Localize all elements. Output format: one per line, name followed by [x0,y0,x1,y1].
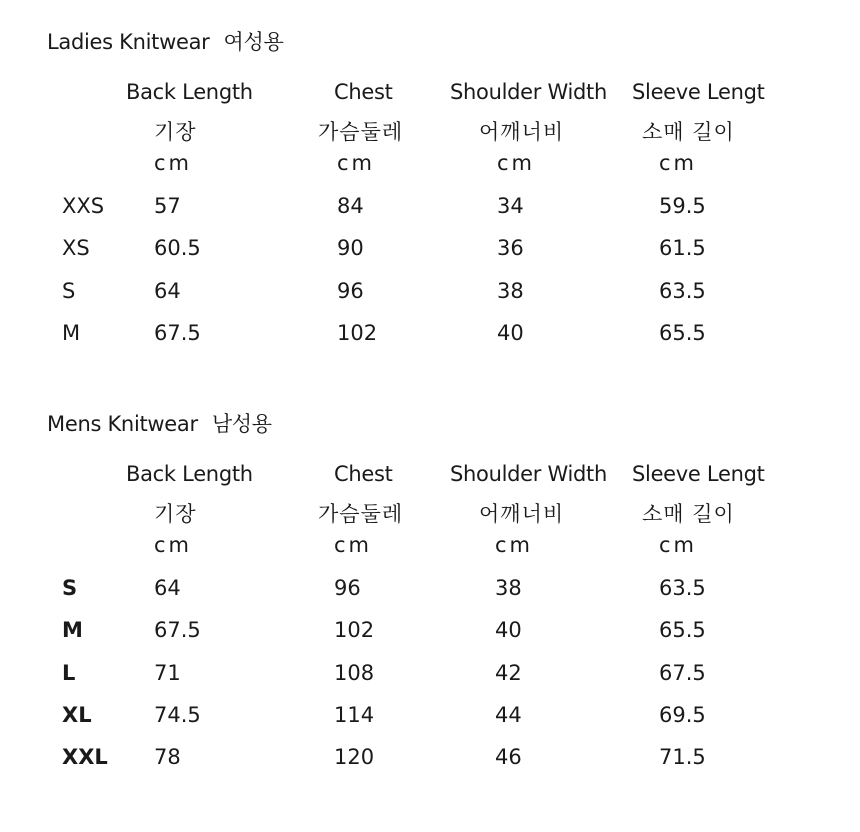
table-cell: 42 [495,661,522,685]
column-header-back-length-ko: 기장 [154,502,197,526]
table-cell: 96 [334,576,361,600]
column-header-back-length: Back Length [126,462,253,486]
table-cell: 61.5 [659,236,706,260]
size-label: L [62,661,76,685]
column-header-back-length: Back Length [126,80,253,104]
column-header-sleeve-length-ko: 소매 길이 [642,120,735,144]
table-cell: 65.5 [659,321,706,345]
unit-label: cm [497,151,536,175]
table-cell: 96 [337,279,364,303]
table-cell: 120 [334,745,375,769]
column-header-sleeve-length: Sleeve Lengt [632,80,765,104]
table-cell: 84 [337,194,364,218]
table-cell: 102 [334,618,375,642]
table-cell: 78 [154,745,181,769]
column-header-shoulder-width-ko: 어깨너비 [479,120,565,144]
table-cell: 114 [334,703,375,727]
section-title-en: Mens Knitwear [47,412,198,436]
table-cell: 36 [497,236,524,260]
table-cell: 44 [495,703,522,727]
unit-label: cm [154,151,193,175]
column-header-back-length-ko: 기장 [154,120,197,144]
unit-label: cm [337,151,376,175]
table-cell: 63.5 [659,576,706,600]
unit-label: cm [659,151,698,175]
table-cell: 60.5 [154,236,201,260]
table-cell: 40 [495,618,522,642]
section-title-en: Ladies Knitwear [47,30,210,54]
table-cell: 63.5 [659,279,706,303]
size-label: M [62,618,83,642]
unit-label: cm [334,533,373,557]
table-cell: 65.5 [659,618,706,642]
section-title [47,408,272,438]
column-header-chest-ko: 가슴둘레 [318,120,404,144]
table-cell: 90 [337,236,364,260]
table-cell: 59.5 [659,194,706,218]
table-cell: 74.5 [154,703,201,727]
table-cell: 34 [497,194,524,218]
section-title [47,26,284,56]
size-label: S [62,576,78,600]
size-label: S [62,279,76,303]
size-label: XL [62,703,92,727]
unit-label: cm [154,533,193,557]
table-cell: 40 [497,321,524,345]
column-header-shoulder-width: Shoulder Width [450,80,608,104]
size-label: M [62,321,81,345]
table-cell: 102 [337,321,378,345]
section-title-ko: 여성용 [223,30,284,54]
table-cell: 38 [495,576,522,600]
table-cell: 64 [154,576,181,600]
column-header-sleeve-length: Sleeve Lengt [632,462,765,486]
table-cell: 67.5 [154,618,201,642]
table-cell: 38 [497,279,524,303]
table-cell: 71.5 [659,745,706,769]
table-cell: 46 [495,745,522,769]
table-cell: 67.5 [659,661,706,685]
table-cell: 71 [154,661,181,685]
column-header-chest: Chest [334,462,393,486]
table-cell: 67.5 [154,321,201,345]
unit-label: cm [495,533,534,557]
column-header-shoulder-width: Shoulder Width [450,462,608,486]
table-cell: 69.5 [659,703,706,727]
section-title-ko: 남성용 [211,412,272,436]
size-label: XXL [62,745,108,769]
column-header-chest-ko: 가슴둘레 [318,502,404,526]
table-cell: 57 [154,194,181,218]
column-header-chest: Chest [334,80,393,104]
column-header-shoulder-width-ko: 어깨너비 [479,502,565,526]
column-header-sleeve-length-ko: 소매 길이 [642,502,735,526]
size-label: XS [62,236,90,260]
unit-label: cm [659,533,698,557]
size-label: XXS [62,194,105,218]
table-cell: 108 [334,661,375,685]
table-cell: 64 [154,279,181,303]
